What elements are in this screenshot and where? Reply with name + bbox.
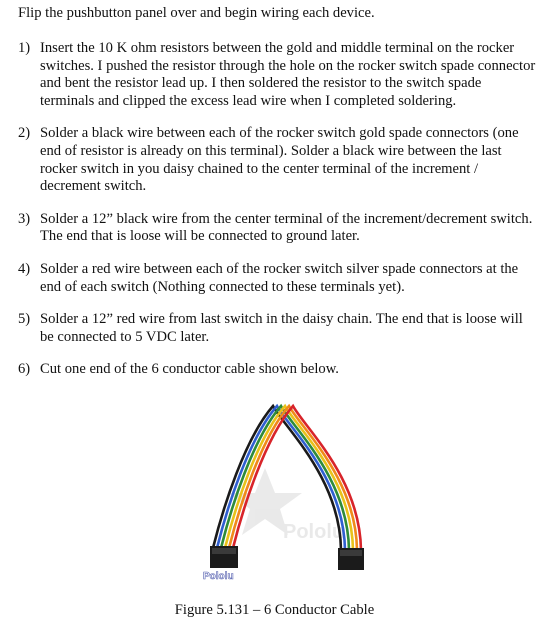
wiring-steps-list: [18, 40, 538, 394]
step-text: Solder a red wire between each of the rocker switch silver spade connectors at the end of each switch (Nothing connected to these terminals yet).: [40, 260, 519, 295]
step-number: 6): [18, 361, 31, 378]
step-text: Solder a black wire between each of the rocker switch gold spade connectors (one end of resistor is already on this terminal). Solder a black wire between the last rocker switch in you daisy chained to the center terminal of the increment / decrement switch.: [40, 125, 519, 195]
step-1: [18, 40, 538, 110]
six-conductor-cable-photo: [195, 398, 370, 583]
watermark-text: Pololu: [283, 521, 345, 543]
step-text: Solder a 12” black wire from the center terminal of the increment/decrement switch. The end that is loose will be connected to ground later.: [40, 210, 533, 245]
step-number: 4): [18, 260, 31, 277]
step-text: Solder a 12” red wire from last switch in the daisy chain. The end that is loose will be connected to 5 VDC later.: [40, 311, 523, 345]
step-number: 3): [18, 210, 31, 227]
step-5: [18, 311, 538, 346]
right-connector: [338, 548, 364, 570]
step-2: [18, 125, 538, 195]
step-number: 1): [18, 40, 31, 56]
step-number: 5): [18, 311, 31, 328]
step-text: Insert the 10 K ohm resistors between the gold and middle terminal on the rocker switches. I pushed the resistor through the hole on the rocker switch spade connector and bent the resistor lead up. I then soldered the resistor to the switch spade terminals and clipped the excess lead wire when I completed soldering.: [40, 40, 536, 109]
step-3: [18, 211, 538, 246]
left-connector: [203, 546, 238, 582]
figure-caption: Figure 5.131 – 6 Conductor Cable: [174, 602, 375, 618]
intro-text: Flip the pushbutton panel over and begin wiring each device.: [18, 5, 375, 21]
step-4: [18, 261, 538, 296]
step-number: 2): [18, 125, 31, 142]
connector-logo-text: Pololu: [203, 571, 234, 582]
step-6: [18, 361, 538, 379]
step-text: Cut one end of the 6 conductor cable shown below.: [40, 361, 339, 378]
